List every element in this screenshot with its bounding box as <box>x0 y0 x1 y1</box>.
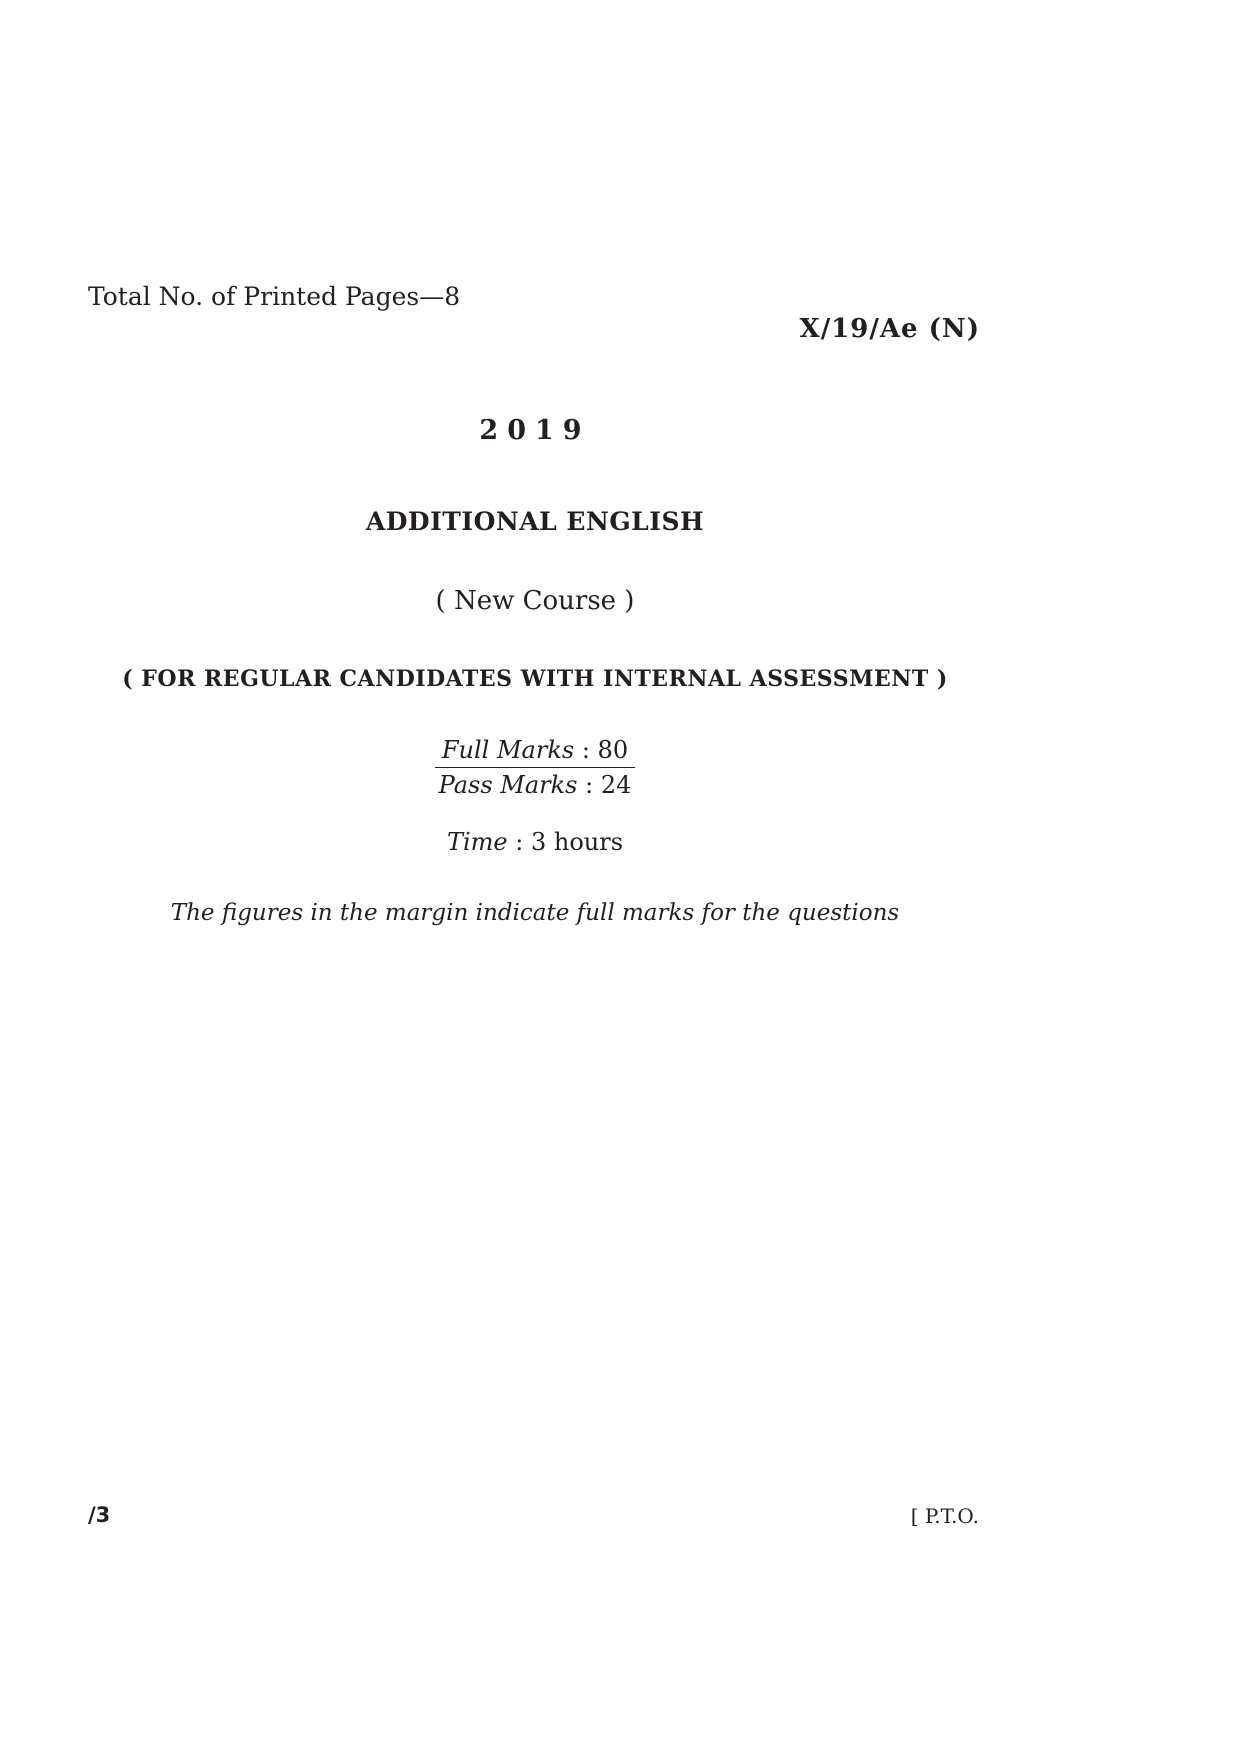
candidates-note: ( FOR REGULAR CANDIDATES WITH INTERNAL ASSESSMENT ) <box>122 666 948 692</box>
footer-page-code: /3 <box>88 1503 111 1527</box>
pass-marks-label: Pass Marks <box>438 771 578 799</box>
pass-marks <box>435 768 636 801</box>
marks-block <box>0 734 1070 801</box>
full-marks-value: : 80 <box>574 736 629 764</box>
exam-time <box>0 828 1070 856</box>
printed-pages-count: Total No. of Printed Pages—8 <box>88 282 461 311</box>
full-marks <box>435 734 636 768</box>
time-value: : 3 hours <box>507 828 624 856</box>
paper-code: X/19/Ae (N) <box>799 314 980 344</box>
time-label: Time <box>446 828 508 856</box>
instruction-text: The figures in the margin indicate full marks for the questions <box>170 900 900 926</box>
subject-title: ADDITIONAL ENGLISH <box>365 507 705 536</box>
footer-pto: [ P.T.O. <box>910 1504 979 1528</box>
exam-year: 2019 <box>479 415 591 446</box>
course-type: ( New Course ) <box>435 586 635 616</box>
pass-marks-value: : 24 <box>577 771 632 799</box>
marks-fraction <box>435 734 636 801</box>
full-marks-label: Full Marks <box>441 736 575 764</box>
